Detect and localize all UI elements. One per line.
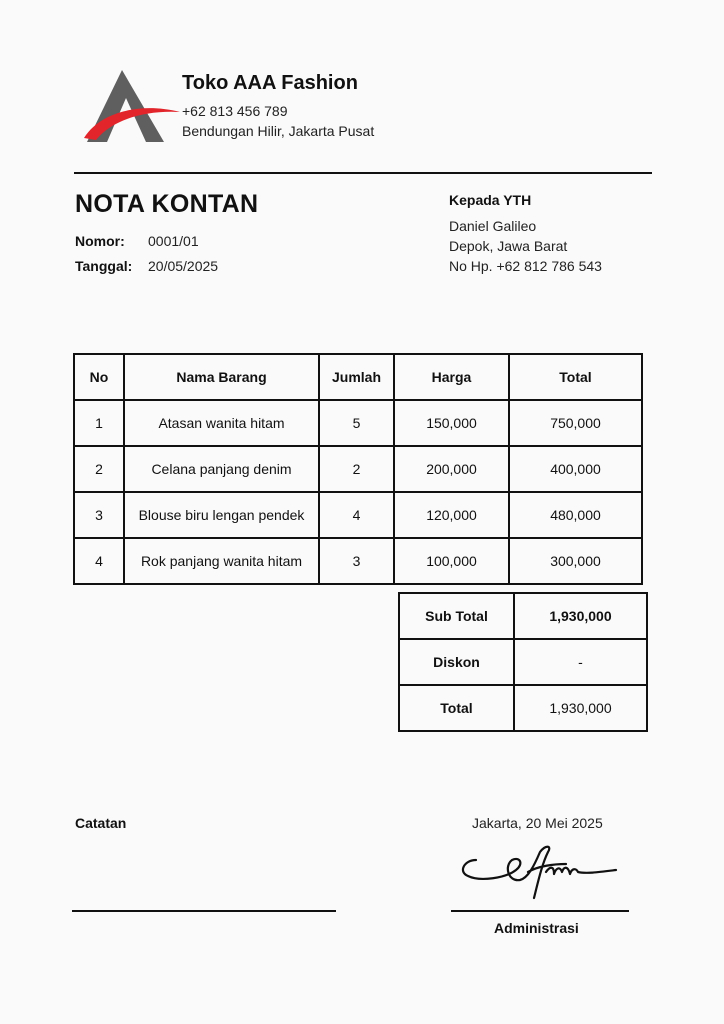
date-label: Tanggal:	[75, 258, 133, 274]
cell-no: 3	[74, 492, 124, 538]
subtotal-value: 1,930,000	[514, 593, 647, 639]
cell-item-name: Blouse biru lengan pendek	[124, 492, 319, 538]
notes-line	[72, 910, 336, 912]
cell-total: 400,000	[509, 446, 642, 492]
notes-label: Catatan	[75, 815, 127, 831]
signature-image	[458, 842, 620, 904]
cell-item-name: Rok panjang wanita hitam	[124, 538, 319, 584]
summary-table	[398, 592, 648, 732]
discount-label: Diskon	[399, 639, 514, 685]
grand-total-value: 1,930,000	[514, 685, 647, 731]
header-quantity: Jumlah	[319, 354, 394, 400]
table-row	[74, 446, 642, 492]
cell-quantity: 5	[319, 400, 394, 446]
subtotal-label: Sub Total	[399, 593, 514, 639]
cell-no: 2	[74, 446, 124, 492]
recipient-phone: No Hp. +62 812 786 543	[449, 258, 602, 274]
grand-total-label: Total	[399, 685, 514, 731]
recipient-heading: Kepada YTH	[449, 192, 532, 208]
header-item-name: Nama Barang	[124, 354, 319, 400]
cell-price: 150,000	[394, 400, 509, 446]
cell-no: 4	[74, 538, 124, 584]
grand-total-row	[399, 685, 647, 731]
cell-total: 750,000	[509, 400, 642, 446]
shop-logo	[82, 68, 182, 144]
cell-item-name: Atasan wanita hitam	[124, 400, 319, 446]
header-no: No	[74, 354, 124, 400]
table-row	[74, 492, 642, 538]
cell-price: 100,000	[394, 538, 509, 584]
cell-quantity: 4	[319, 492, 394, 538]
subtotal-row	[399, 593, 647, 639]
cell-no: 1	[74, 400, 124, 446]
document-title: NOTA KONTAN	[75, 190, 259, 218]
cell-price: 200,000	[394, 446, 509, 492]
table-header-row	[74, 354, 642, 400]
cell-quantity: 2	[319, 446, 394, 492]
logo-swoosh	[84, 108, 180, 140]
signer-title: Administrasi	[494, 920, 579, 936]
cell-price: 120,000	[394, 492, 509, 538]
items-table	[73, 353, 643, 585]
shop-name: Toko AAA Fashion	[182, 72, 358, 94]
date-value: 20/05/2025	[148, 258, 219, 274]
shop-phone: +62 813 456 789	[182, 103, 288, 119]
signature-line	[451, 910, 629, 912]
number-label: Nomor:	[75, 233, 125, 249]
cell-quantity: 3	[319, 538, 394, 584]
cell-total: 300,000	[509, 538, 642, 584]
place-date: Jakarta, 20 Mei 2025	[472, 815, 603, 831]
shop-address: Bendungan Hilir, Jakarta Pusat	[182, 123, 375, 139]
header-divider	[74, 172, 652, 174]
cell-item-name: Celana panjang denim	[124, 446, 319, 492]
discount-row	[399, 639, 647, 685]
discount-value: -	[514, 639, 647, 685]
number-value: 0001/01	[148, 233, 199, 249]
header-total: Total	[509, 354, 642, 400]
header-price: Harga	[394, 354, 509, 400]
recipient-address: Depok, Jawa Barat	[449, 238, 568, 254]
table-row	[74, 538, 642, 584]
recipient-name: Daniel Galileo	[449, 218, 537, 234]
table-row	[74, 400, 642, 446]
cell-total: 480,000	[509, 492, 642, 538]
